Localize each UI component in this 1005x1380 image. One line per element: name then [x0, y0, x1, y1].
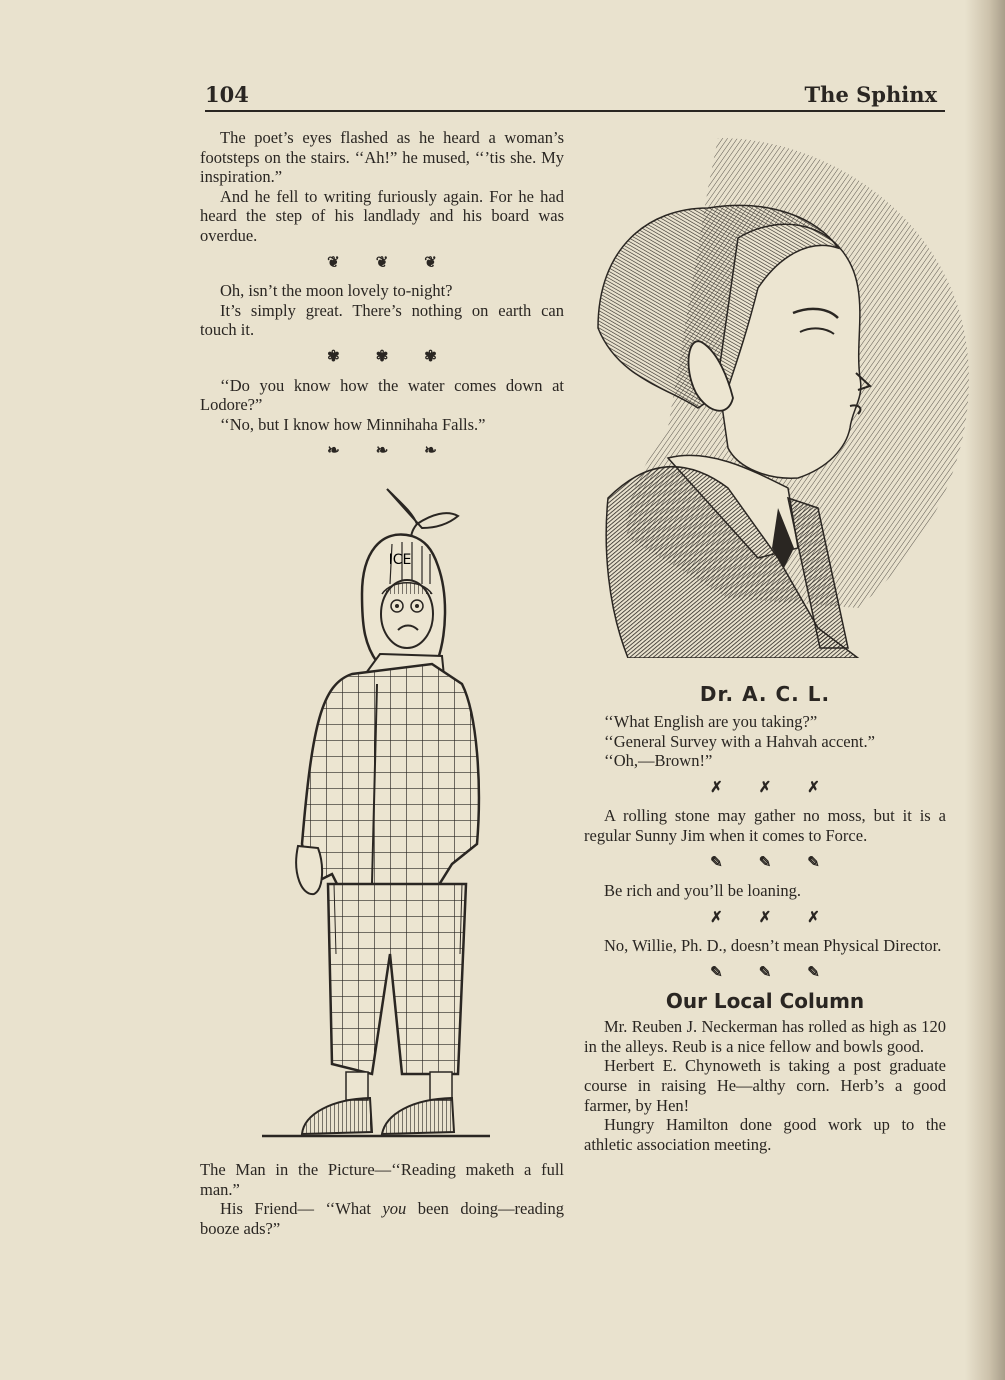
paragraph-be-rich: Be rich and you’ll be loaning.: [604, 881, 802, 901]
ice-bag-label: ICE: [388, 552, 412, 568]
caption-line-2: [200, 1199, 564, 1238]
ornament-separator: ✾✾✾: [327, 348, 473, 365]
paragraph-chynoweth: Herbert E. Chynoweth is taking a post graduate course in raising He—althy corn. Herb’s a good farmer, by Hen!: [584, 1056, 946, 1115]
paragraph-poet: The poet’s eyes flashed as he heard a woman’s footsteps on the stairs. ‘‘Ah!” he mused, ‘‘’tis she. My inspiration.”: [200, 128, 564, 187]
figure-caption: [200, 1160, 564, 1238]
portrait-illustration: [588, 128, 978, 658]
ornament-separator: ❦❦❦: [327, 254, 473, 271]
caption-line-2-italic: you: [382, 1199, 407, 1219]
paragraph-moon: Oh, isn’t the moon lovely to-night?: [220, 281, 453, 301]
paragraph-hamilton: Hungry Hamilton done good work up to the athletic association meeting.: [584, 1115, 946, 1154]
paragraph-physical-director: No, Willie, Ph. D., doesn’t mean Physical Director.: [604, 936, 942, 956]
caption-line-2-start: His Friend— ‘‘What: [220, 1199, 383, 1219]
cartoon-man-illustration: [262, 484, 492, 1142]
paragraph-minnihaha: ‘‘No, but I know how Minnihaha Falls.”: [220, 414, 486, 434]
page-header: [205, 82, 945, 112]
left-column: [200, 128, 564, 470]
paragraph-neckerman: Mr. Reuben J. Neckerman has rolled as high as 120 in the alleys. Reub is a nice fellow and bowls good.: [584, 1017, 946, 1056]
ornament-separator: ✎✎✎: [710, 854, 856, 871]
right-column: [584, 712, 946, 1154]
caption-line-2-end: been doing—reading booze ads?”: [200, 1199, 564, 1238]
paragraph-lodore: ‘‘Do you know how the water comes down at Lodore?”: [200, 375, 564, 415]
paragraph-moon-reply: It’s simply great. There’s nothing on earth can touch it.: [200, 300, 564, 340]
paragraph-general-survey: ‘‘General Survey with a Hahvah accent.”: [604, 731, 875, 751]
ornament-separator: ✎✎✎: [710, 964, 856, 981]
heading-local-column: Our Local Column: [665, 988, 865, 1013]
paragraph-rolling-stone: A rolling stone may gather no moss, but it is a regular Sunny Jim when it comes to Force.: [584, 806, 946, 845]
running-title: The Sphinx: [804, 82, 937, 107]
paragraph-english-question: ‘‘What English are you taking?”: [604, 712, 818, 731]
page-number: 104: [205, 82, 249, 107]
ornament-separator: ✗✗✗: [710, 909, 856, 926]
ornament-separator: ❧❧❧: [327, 443, 473, 460]
paragraph-landlady: And he fell to writing furiously again. For he had heard the step of his landlady and his board was overdue.: [200, 186, 564, 245]
caption-line-1: The Man in the Picture—‘‘Reading maketh a full man.”: [200, 1160, 564, 1199]
ornament-separator: ✗✗✗: [710, 779, 856, 796]
paragraph-brown: ‘‘Oh,—Brown!”: [604, 751, 713, 771]
heading-dr-acl: Dr. A. C. L.: [699, 682, 831, 706]
